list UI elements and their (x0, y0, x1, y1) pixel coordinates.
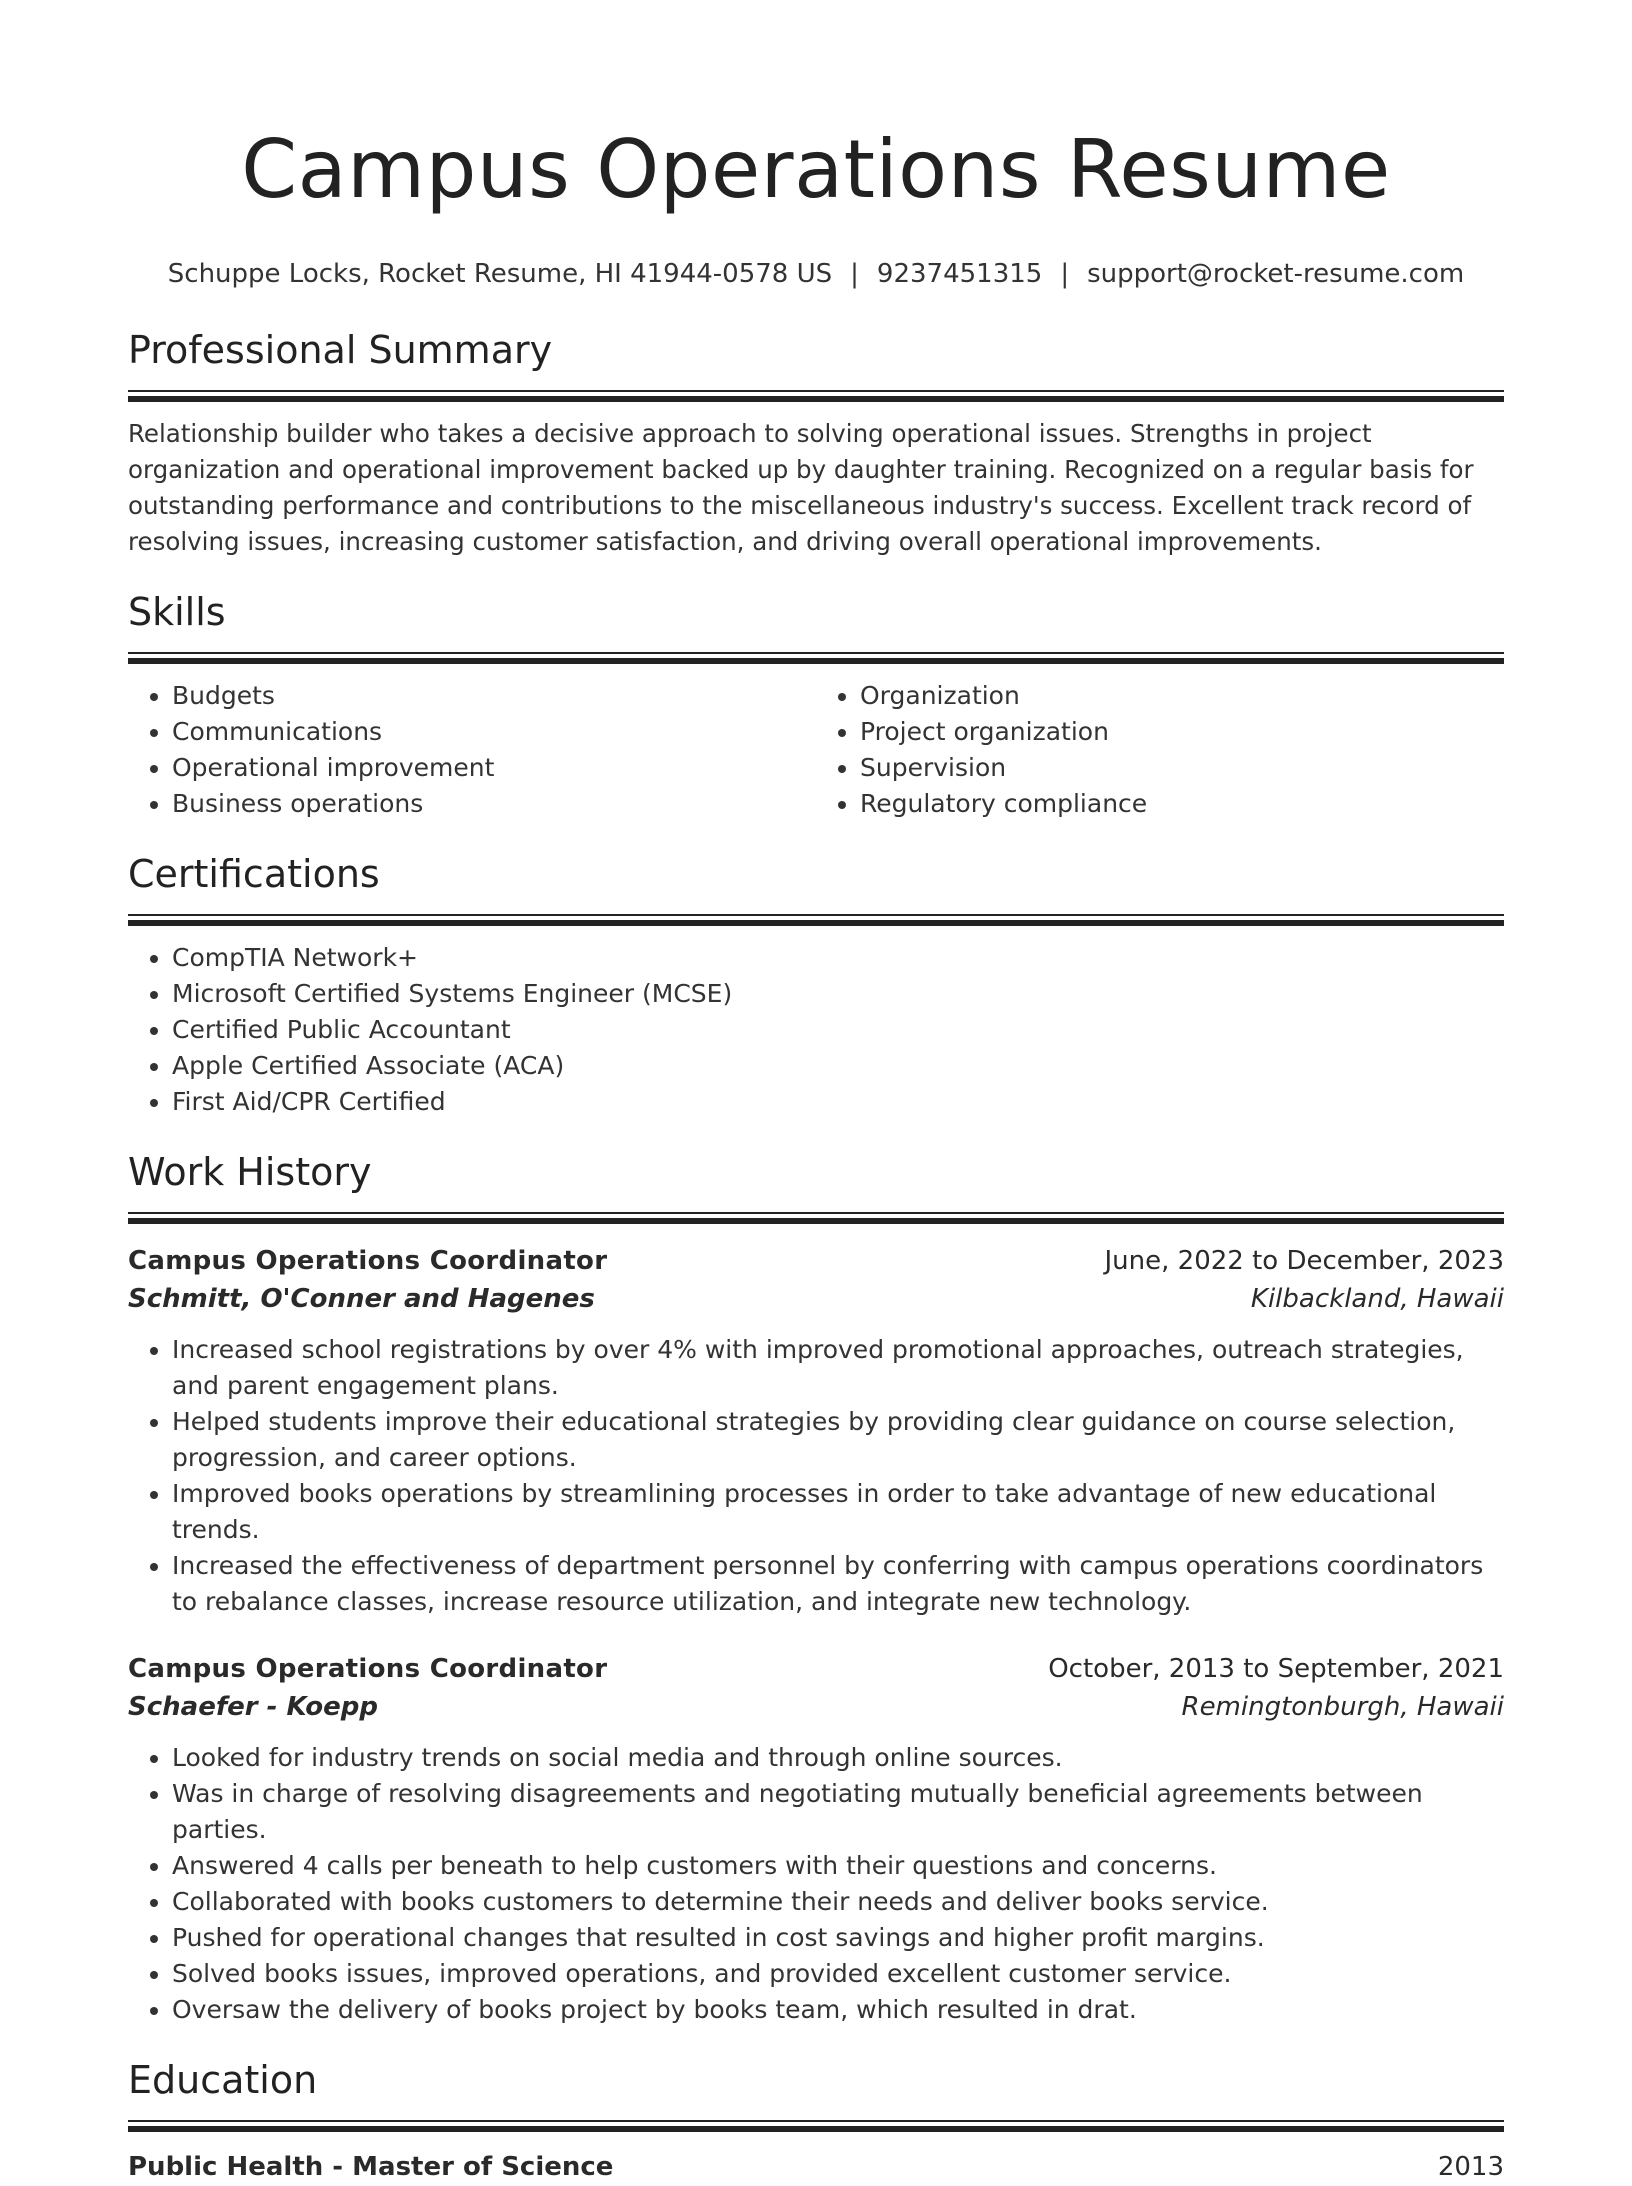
certifications-heading: Certifications (128, 852, 380, 896)
job-bullet: • Oversaw the delivery of books project by books team, which resulted in drat. (172, 1992, 1504, 2028)
skill-item: • Supervision (860, 750, 1504, 786)
contact-email: support@rocket-resume.com (1087, 259, 1465, 289)
job-dates: June, 2022 to December, 2023 (1104, 1246, 1504, 1276)
certifications-list (128, 940, 1504, 1120)
job-bullet: • Helped students improve their educational strategies by providing clear guidance on course selection, progression, and career options. (172, 1404, 1504, 1476)
certification-item: • CompTIA Network+ (172, 940, 1504, 976)
job-header-row (128, 1650, 1504, 1688)
education-heading: Education (128, 2058, 318, 2102)
skills-list-right (816, 678, 1504, 822)
section-divider (128, 1212, 1504, 1226)
certification-item: • Apple Certified Associate (ACA) (172, 1048, 1504, 1084)
job-dates: October, 2013 to September, 2021 (1048, 1654, 1504, 1684)
job-entry (128, 1242, 1504, 1620)
job-bullet: • Answered 4 calls per beneath to help customers with their questions and concerns. (172, 1848, 1504, 1884)
job-company: Schmitt, O'Conner and Hagenes (128, 1284, 595, 1314)
summary-section (128, 326, 1504, 560)
contact-line (128, 256, 1504, 292)
job-bullet: • Increased the effectiveness of department personnel by conferring with campus operations coordinators to rebalance classes, increase resource utilization, and integrate new technology. (172, 1548, 1504, 1620)
certification-item: • First Aid/CPR Certified (172, 1084, 1504, 1120)
education-section (128, 2056, 1504, 2186)
skill-item: • Regulatory compliance (860, 786, 1504, 822)
certification-item: • Certified Public Accountant (172, 1012, 1504, 1048)
skill-item: • Organization (860, 678, 1504, 714)
job-title: Campus Operations Coordinator (128, 1654, 608, 1684)
certification-item: • Microsoft Certified Systems Engineer (MCSE) (172, 976, 1504, 1012)
job-bullet: • Looked for industry trends on social media and through online sources. (172, 1740, 1504, 1776)
skills-heading: Skills (128, 590, 226, 634)
summary-heading: Professional Summary (128, 328, 553, 372)
job-bullets (128, 1332, 1504, 1620)
resume-title: Campus Operations Resume (241, 123, 1391, 216)
job-bullet: • Collaborated with books customers to determine their needs and deliver books service. (172, 1884, 1504, 1920)
skills-grid (128, 666, 1504, 822)
job-header-row (128, 1242, 1504, 1280)
skills-section (128, 588, 1504, 822)
job-company-row (128, 1688, 1504, 1726)
job-title: Campus Operations Coordinator (128, 1246, 608, 1276)
summary-text: Relationship builder who takes a decisive approach to solving operational issues. Strengths in project organization and operational improvement backed up by daughter training. Recognized on a regular basis for outstanding performance and contributions to the miscellaneous industry's success. Excellent track record of resolving issues, increasing customer satisfaction, and driving overall operational improvements. (128, 419, 1474, 556)
work-history-section (128, 1148, 1504, 2028)
job-bullets (128, 1740, 1504, 2028)
skills-list-left (128, 678, 816, 822)
contact-phone: 9237451315 (876, 259, 1043, 289)
section-divider (128, 652, 1504, 666)
skill-item: • Operational improvement (172, 750, 816, 786)
skill-item: • Project organization (860, 714, 1504, 750)
job-bullet: • Pushed for operational changes that resulted in cost savings and higher profit margins. (172, 1920, 1504, 1956)
job-company: Schaefer - Koepp (128, 1692, 378, 1722)
section-divider (128, 390, 1504, 404)
job-bullet: • Solved books issues, improved operations, and provided excellent customer service. (172, 1956, 1504, 1992)
job-bullet: • Was in charge of resolving disagreements and negotiating mutually beneficial agreements between parties. (172, 1776, 1504, 1848)
skill-item: • Budgets (172, 678, 816, 714)
job-bullet: • Improved books operations by streamlining processes in order to take advantage of new educational trends. (172, 1476, 1504, 1548)
job-company-row (128, 1280, 1504, 1318)
work-history-heading: Work History (128, 1150, 372, 1194)
education-degree: Public Health - Master of Science (128, 2152, 614, 2182)
certifications-section (128, 850, 1504, 1120)
section-divider (128, 2120, 1504, 2134)
contact-address: Schuppe Locks, Rocket Resume, HI 41944-0578 US (167, 259, 833, 289)
education-row (128, 2148, 1504, 2186)
skill-item: • Business operations (172, 786, 816, 822)
section-divider (128, 914, 1504, 928)
contact-separator: | (850, 259, 859, 289)
job-entry (128, 1650, 1504, 2028)
skill-item: • Communications (172, 714, 816, 750)
education-year: 2013 (1437, 2152, 1504, 2182)
job-location: Kilbackland, Hawaii (1250, 1284, 1504, 1314)
contact-separator: | (1060, 259, 1070, 289)
job-location: Remingtonburgh, Hawaii (1181, 1692, 1504, 1722)
job-bullet: • Increased school registrations by over 4% with improved promotional approaches, outreach strategies, and parent engagement plans. (172, 1332, 1504, 1404)
